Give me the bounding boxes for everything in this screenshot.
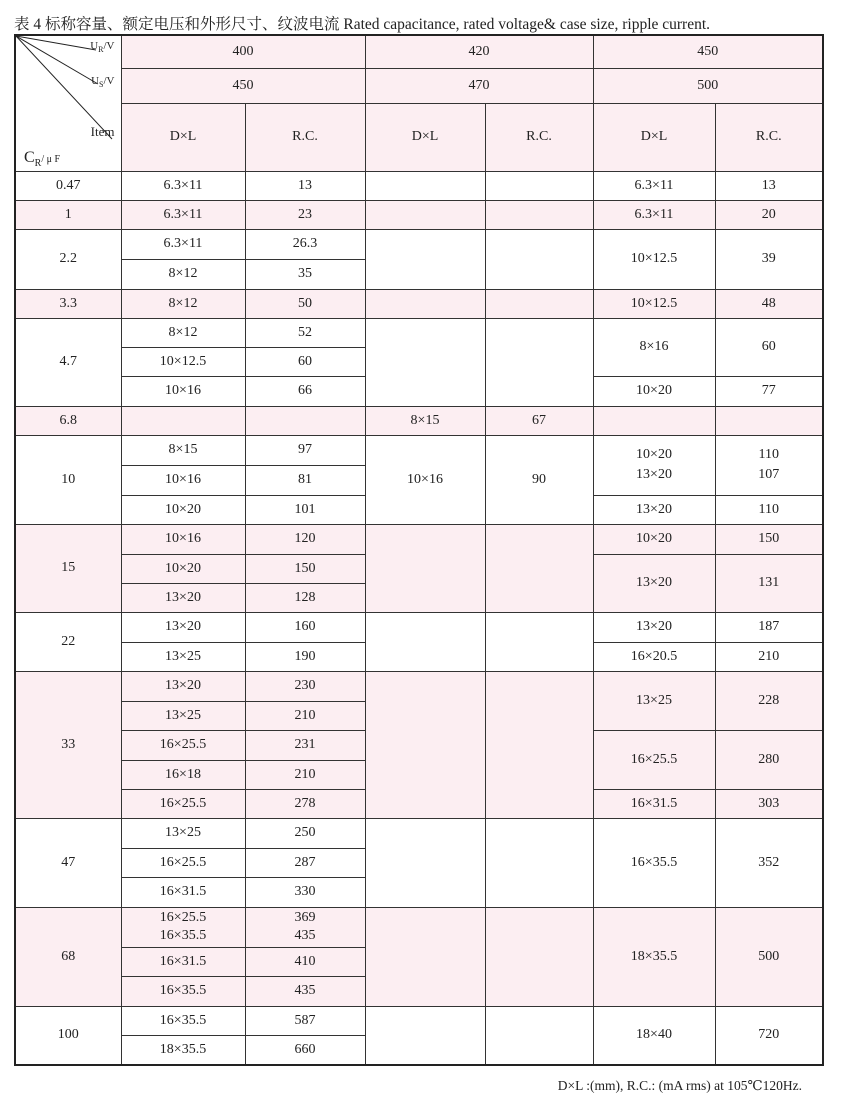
ripple-cell: 13 xyxy=(715,171,823,200)
size-cell: 6.3×11 xyxy=(593,171,715,200)
empty-cell xyxy=(593,406,715,435)
empty-cell xyxy=(365,289,485,318)
empty-cell xyxy=(245,406,365,435)
ripple-cell: 228 xyxy=(715,671,823,730)
ripple-cell: 50 xyxy=(245,289,365,318)
size-cell: 10×16 xyxy=(121,376,245,406)
table-row xyxy=(15,671,823,701)
ripple-cell: 278 xyxy=(245,789,365,818)
cr-label: $C_R/$ μ F xyxy=(24,149,61,170)
size-cell: 10×20 xyxy=(593,524,715,554)
size-cell: 8×12 xyxy=(121,318,245,347)
size-cell: 10×20 xyxy=(121,554,245,583)
size-cell: 16×31.5 xyxy=(121,947,245,976)
size-cell: 16×31.5 xyxy=(121,877,245,907)
table-row xyxy=(15,229,823,259)
ripple-cell: 39 xyxy=(715,229,823,289)
ripple-value: 110 xyxy=(758,447,779,462)
ripple-cell: 587 xyxy=(245,1006,365,1035)
diagonal-header-cell xyxy=(15,35,121,171)
size-cell: 13×20 xyxy=(593,612,715,642)
ripple-cell: 131 xyxy=(715,554,823,612)
ripple-cell: 77 xyxy=(715,376,823,406)
ripple-cell: 120 xyxy=(245,524,365,554)
size-cell: 13×20 xyxy=(593,495,715,524)
spec-table xyxy=(14,34,824,1066)
table-row xyxy=(15,435,823,465)
capacitance-cell: 0.47 xyxy=(15,171,121,200)
size-cell: 16×35.5 xyxy=(121,976,245,1006)
size-cell: 8×12 xyxy=(121,289,245,318)
empty-cell xyxy=(365,907,485,1006)
size-cell: 18×35.5 xyxy=(121,1035,245,1065)
empty-cell xyxy=(485,318,593,406)
size-cell: 18×40 xyxy=(593,1006,715,1065)
table-row xyxy=(15,1006,823,1035)
size-cell: 6.3×11 xyxy=(593,200,715,229)
size-cell xyxy=(593,435,715,495)
size-cell: 13×25 xyxy=(121,642,245,671)
size-value: 10×20 xyxy=(636,447,672,462)
ripple-cell: 90 xyxy=(485,435,593,524)
size-cell: 8×12 xyxy=(121,259,245,289)
size-cell: 8×15 xyxy=(121,435,245,465)
ripple-cell: 26.3 xyxy=(245,229,365,259)
empty-cell xyxy=(485,229,593,289)
ripple-cell: 67 xyxy=(485,406,593,435)
size-cell: 16×35.5 xyxy=(593,818,715,907)
ripple-cell: 330 xyxy=(245,877,365,907)
ripple-cell: 97 xyxy=(245,435,365,465)
capacitance-cell: 10 xyxy=(15,435,121,524)
empty-cell xyxy=(365,171,485,200)
capacitance-cell: 3.3 xyxy=(15,289,121,318)
ripple-cell: 160 xyxy=(245,612,365,642)
empty-cell xyxy=(365,229,485,289)
empty-cell xyxy=(365,318,485,406)
size-cell: 8×16 xyxy=(593,318,715,376)
empty-cell xyxy=(365,612,485,671)
empty-cell xyxy=(485,289,593,318)
empty-cell xyxy=(485,612,593,671)
us-value: 500 xyxy=(593,68,823,103)
ripple-cell: 187 xyxy=(715,612,823,642)
ripple-cell xyxy=(245,907,365,947)
capacitance-cell: 2.2 xyxy=(15,229,121,289)
ripple-cell: 13 xyxy=(245,171,365,200)
header-row-ur xyxy=(15,35,823,68)
empty-cell xyxy=(485,1006,593,1065)
table-row xyxy=(15,200,823,229)
ripple-cell: 35 xyxy=(245,259,365,289)
capacitance-cell: 68 xyxy=(15,907,121,1006)
header-row-us xyxy=(15,68,823,103)
ripple-cell: 190 xyxy=(245,642,365,671)
empty-cell xyxy=(485,171,593,200)
ripple-cell: 110 xyxy=(715,495,823,524)
size-cell: 10×12.5 xyxy=(121,347,245,376)
ripple-cell: 150 xyxy=(715,524,823,554)
ripple-cell: 20 xyxy=(715,200,823,229)
size-cell: 10×16 xyxy=(121,465,245,495)
ripple-value: 107 xyxy=(758,467,780,482)
capacitance-cell: 100 xyxy=(15,1006,121,1065)
size-cell: 16×25.5 xyxy=(593,730,715,789)
capacitance-cell: 1 xyxy=(15,200,121,229)
size-cell: 16×25.5 xyxy=(121,789,245,818)
col-header-rc: R.C. xyxy=(485,103,593,171)
ripple-cell: 660 xyxy=(245,1035,365,1065)
ripple-cell: 150 xyxy=(245,554,365,583)
ripple-cell: 66 xyxy=(245,376,365,406)
table-row xyxy=(15,318,823,347)
size-cell: 6.3×11 xyxy=(121,200,245,229)
size-cell: 10×12.5 xyxy=(593,289,715,318)
header-row-columns xyxy=(15,103,823,171)
empty-cell xyxy=(485,200,593,229)
size-cell: 16×35.5 xyxy=(121,1006,245,1035)
us-value: 450 xyxy=(121,68,365,103)
empty-cell xyxy=(485,818,593,907)
size-cell: 10×12.5 xyxy=(593,229,715,289)
ripple-cell: 303 xyxy=(715,789,823,818)
table-row xyxy=(15,289,823,318)
table-row xyxy=(15,907,823,947)
size-cell: 13×25 xyxy=(121,701,245,730)
empty-cell xyxy=(365,818,485,907)
capacitance-cell: 47 xyxy=(15,818,121,907)
size-cell: 16×25.5 xyxy=(121,848,245,877)
size-cell: 13×25 xyxy=(593,671,715,730)
ripple-cell: 287 xyxy=(245,848,365,877)
ripple-cell: 60 xyxy=(715,318,823,376)
col-header-rc: R.C. xyxy=(715,103,823,171)
table-row xyxy=(15,524,823,554)
size-cell: 18×35.5 xyxy=(593,907,715,1006)
empty-cell xyxy=(365,671,485,818)
ripple-cell: 231 xyxy=(245,730,365,760)
size-cell: 10×20 xyxy=(593,376,715,406)
empty-cell xyxy=(485,524,593,612)
size-cell: 16×25.5 xyxy=(121,730,245,760)
ripple-cell: 435 xyxy=(245,976,365,1006)
size-cell: 8×15 xyxy=(365,406,485,435)
ripple-cell: 23 xyxy=(245,200,365,229)
ur-label: $U_R/V$ xyxy=(90,40,115,55)
size-cell xyxy=(121,907,245,947)
col-header-rc: R.C. xyxy=(245,103,365,171)
ripple-cell: 410 xyxy=(245,947,365,976)
empty-cell xyxy=(365,200,485,229)
empty-cell xyxy=(485,907,593,1006)
ripple-cell: 250 xyxy=(245,818,365,848)
capacitance-cell: 4.7 xyxy=(15,318,121,406)
col-header-dl: D×L xyxy=(365,103,485,171)
ripple-cell: 720 xyxy=(715,1006,823,1065)
size-value: 13×20 xyxy=(636,467,672,482)
capacitance-cell: 6.8 xyxy=(15,406,121,435)
size-cell: 16×31.5 xyxy=(593,789,715,818)
us-value: 470 xyxy=(365,68,593,103)
ripple-value: 369 xyxy=(294,910,316,925)
capacitance-cell: 15 xyxy=(15,524,121,612)
size-cell: 13×25 xyxy=(121,818,245,848)
ripple-cell: 352 xyxy=(715,818,823,907)
ripple-cell: 210 xyxy=(715,642,823,671)
ripple-cell: 81 xyxy=(245,465,365,495)
size-cell: 6.3×11 xyxy=(121,171,245,200)
size-cell: 13×20 xyxy=(121,671,245,701)
size-cell: 13×20 xyxy=(593,554,715,612)
table-row xyxy=(15,818,823,848)
empty-cell xyxy=(365,1006,485,1065)
table-title: 表 4 标称容量、额定电压和外形尺寸、纹波电流 Rated capacitance, rated voltage& case size, ripple current. xyxy=(14,16,711,33)
ripple-cell: 210 xyxy=(245,701,365,730)
col-header-dl: D×L xyxy=(593,103,715,171)
ripple-cell: 210 xyxy=(245,760,365,789)
ripple-cell: 280 xyxy=(715,730,823,789)
size-cell: 13×20 xyxy=(121,612,245,642)
ripple-cell: 230 xyxy=(245,671,365,701)
ripple-cell: 48 xyxy=(715,289,823,318)
footnote: D×L :(mm), R.C.: (mA rms) at 105℃120Hz. xyxy=(557,1078,802,1093)
ur-value: 420 xyxy=(365,35,593,68)
empty-cell xyxy=(365,524,485,612)
size-cell: 10×20 xyxy=(121,495,245,524)
table-row xyxy=(15,612,823,642)
size-value: 16×25.5 xyxy=(159,910,207,925)
us-label: $U_S/V$ xyxy=(91,75,115,90)
ripple-cell: 52 xyxy=(245,318,365,347)
size-cell: 16×20.5 xyxy=(593,642,715,671)
size-cell: 13×20 xyxy=(121,583,245,612)
ripple-cell: 101 xyxy=(245,495,365,524)
size-cell: 10×16 xyxy=(121,524,245,554)
ripple-cell xyxy=(715,435,823,495)
empty-cell xyxy=(121,406,245,435)
ripple-value: 435 xyxy=(294,928,316,943)
size-cell: 6.3×11 xyxy=(121,229,245,259)
empty-cell xyxy=(715,406,823,435)
table-row xyxy=(15,406,823,435)
capacitance-cell: 22 xyxy=(15,612,121,671)
ur-value: 400 xyxy=(121,35,365,68)
size-cell: 16×18 xyxy=(121,760,245,789)
ur-value: 450 xyxy=(593,35,823,68)
ripple-cell: 500 xyxy=(715,907,823,1006)
ripple-cell: 60 xyxy=(245,347,365,376)
item-label: Item xyxy=(90,124,115,139)
size-value: 16×35.5 xyxy=(159,928,207,943)
size-cell: 10×16 xyxy=(365,435,485,524)
empty-cell xyxy=(485,671,593,818)
capacitance-cell: 33 xyxy=(15,671,121,818)
ripple-cell: 128 xyxy=(245,583,365,612)
col-header-dl: D×L xyxy=(121,103,245,171)
table-row xyxy=(15,171,823,200)
